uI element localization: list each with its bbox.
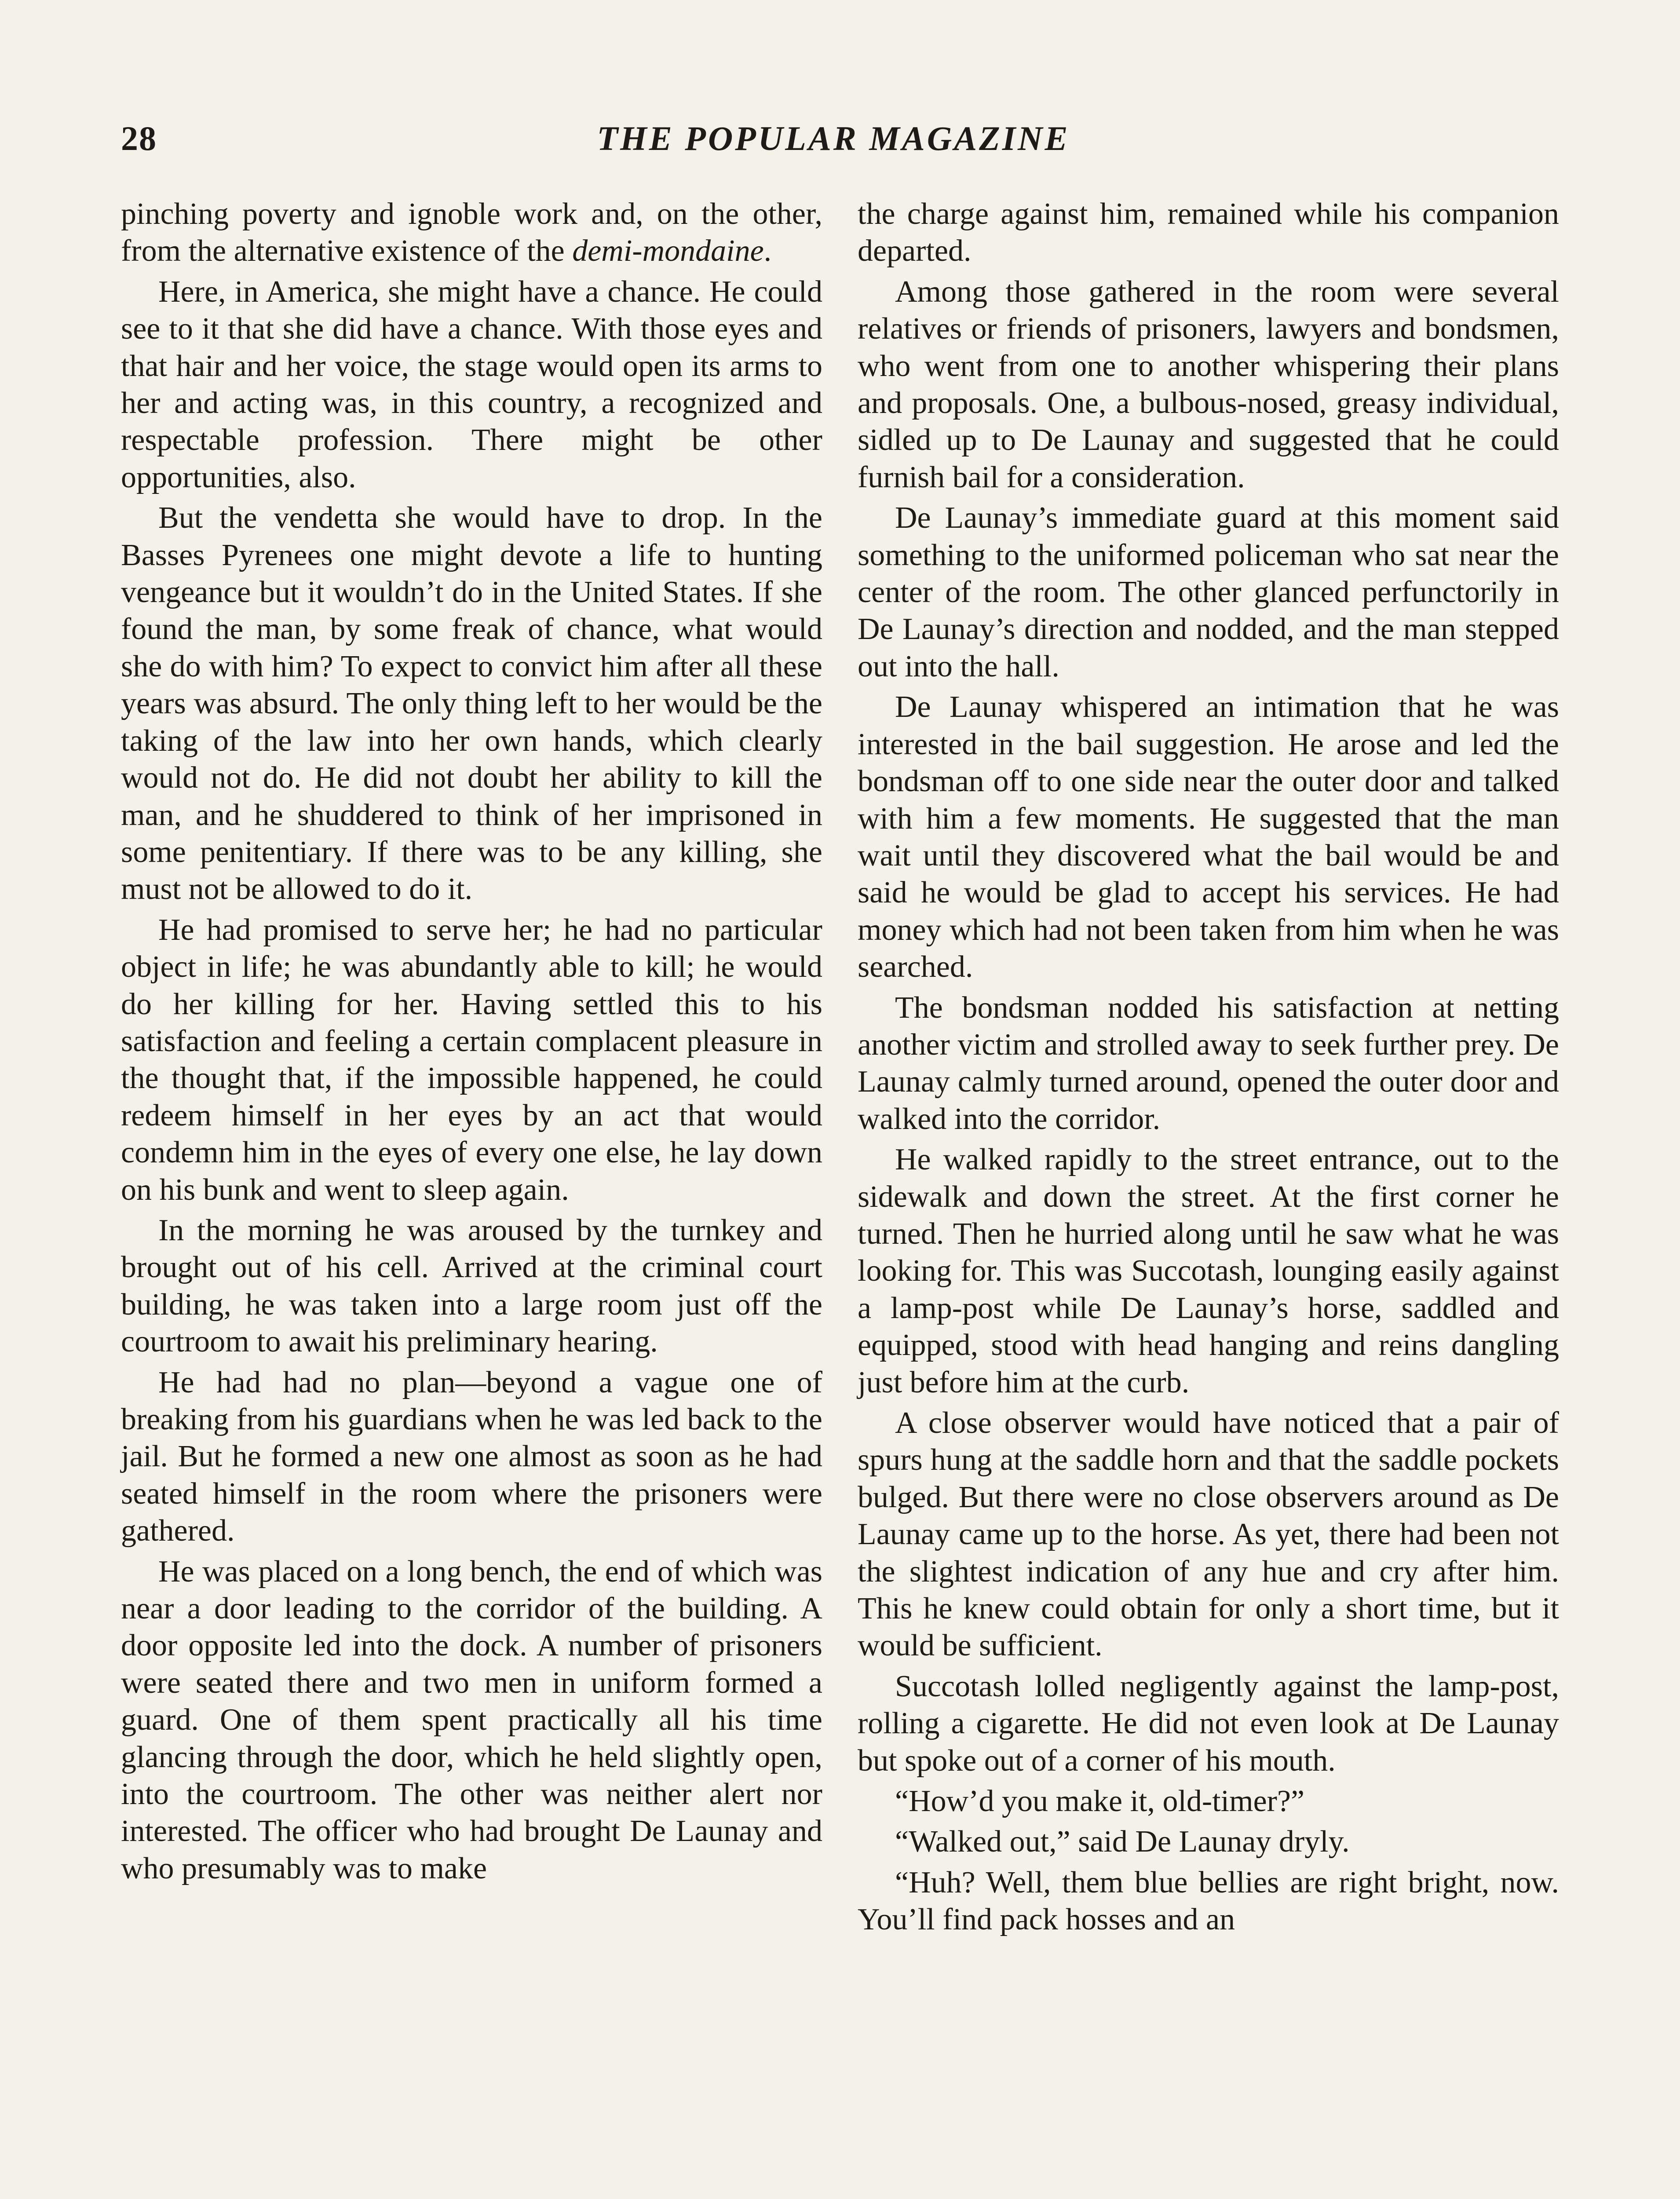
dialogue-line: “Walked out,” said De Launay dryly. bbox=[895, 1825, 1350, 1859]
paragraph: De Launay whispered an intimation that he was interested in the bail suggestion. He arose and led the bondsman off to one side near the outer door and talked with him a few moments. He suggested that the man wait until they discovered what the bail would be and said he would be glad to accept his services. He had money which had not been taken from him when he was searched. bbox=[858, 690, 1559, 984]
right-column bbox=[858, 196, 1559, 1939]
dialogue-line: “How’d you make it, old-timer?” bbox=[895, 1784, 1305, 1819]
paragraph: De Launay’s immediate guard at this moment said something to the uniformed policeman who sat near the center of the room. The other glanced perfunctorily in De Launay’s direction and nodded, and the man stepped out into the hall. bbox=[858, 501, 1559, 683]
paragraph: A close observer would have noticed that a pair of spurs hung at the saddle horn and that the saddle pockets bulged. But there were no close observers around as De Launay came up to the horse. As yet, there had been not the slightest indication of any hue and cry after him. This he knew could obtain for only a short time, but it would be sufficient. bbox=[858, 1406, 1559, 1663]
paragraph bbox=[121, 196, 822, 270]
italic-term: demi-mondaine bbox=[572, 234, 764, 268]
paragraph: He had promised to serve her; he had no particular object in life; he was abundantly able to kill; he would do her killing for her. Having settled this to his satisfaction and feeling a certain complacent pleasure in the thought that, if the impossible happened, he could redeem himself in her eyes by an act that would condemn him in the eyes of every one else, he lay down on his bunk and went to sleep again. bbox=[121, 913, 822, 1207]
paragraph: The bondsman nodded his satisfaction at netting another victim and strolled away to seek further prey. De Launay calmly turned around, opened the outer door and walked into the corridor. bbox=[858, 990, 1559, 1136]
text-run: pinching poverty and ignoble work and, on the other, from the alternative existence of the bbox=[121, 197, 822, 268]
text-run: . bbox=[763, 234, 772, 268]
paragraph: He was placed on a long bench, the end of which was near a door leading to the corridor of the building. A door opposite led into the dock. A number of prisoners were seated there and two men in uniform formed a guard. One of them spent practically all his time glancing through the door, which he held slightly open, into the courtroom. The other was neither alert nor interested. The officer who had brought De Launay and who presumably was to make bbox=[121, 1554, 822, 1885]
paragraph: But the vendetta she would have to drop. In the Basses Pyrenees one might devote a life to hunting vengeance but it wouldn’t do in the United States. If she found the man, by some freak of chance, what would she do with him? To expect to convict him after all these years was absurd. The only thing left to her would be the taking of the law into her own hands, which clearly would not do. He did not doubt her ability to kill the man, and he shuddered to think of her imprisoned in some penitentiary. If there was to be any killing, she must not be allowed to do it. bbox=[121, 501, 822, 906]
page-number: 28 bbox=[121, 119, 157, 157]
paragraph: Succotash lolled negligently against the lamp-post, rolling a cigarette. He did not even look at De Launay but spoke out of a corner of his mouth. bbox=[858, 1669, 1559, 1778]
paragraph: He had had no plan—beyond a vague one of breaking from his guardians when he was led back to the jail. But he formed a new one almost as soon as he had seated himself in the room where the prisoners were gathered. bbox=[121, 1365, 822, 1548]
left-column bbox=[121, 196, 822, 1887]
page-header bbox=[121, 112, 1546, 165]
paragraph: the charge against him, remained while his companion departed. bbox=[858, 197, 1559, 268]
running-title: THE POPULAR MAGAZINE bbox=[597, 119, 1070, 157]
paragraph: In the morning he was aroused by the turnkey and brought out of his cell. Arrived at the criminal court building, he was taken into a large room just off the courtroom to await his preliminary hearing. bbox=[121, 1213, 822, 1359]
paragraph: He walked rapidly to the street entrance, out to the sidewalk and down the street. At the first corner he turned. Then he hurried along until he saw what he was looking for. This was Succotash, lounging easily against a lamp-post while De Launay’s horse, saddled and equipped, stood with head hanging and reins dangling just before him at the curb. bbox=[858, 1143, 1559, 1399]
paragraph: Here, in America, she might have a chance. He could see to it that she did have a chance. With those eyes and that hair and her voice, the stage would open its arms to her and acting was, in this country, a recognized and respectable profession. There might be other opportunities, also. bbox=[121, 274, 822, 494]
dialogue-line: “Huh? Well, them blue bellies are right bright, now. You’ll find pack hosses and an bbox=[858, 1865, 1559, 1937]
paragraph: Among those gathered in the room were several relatives or friends of prisoners, lawyers and bondsmen, who went from one to another whispering their plans and proposals. One, a bulbous-nosed, greasy individual, sidled up to De Launay and suggested that he could furnish bail for a consideration. bbox=[858, 274, 1559, 494]
